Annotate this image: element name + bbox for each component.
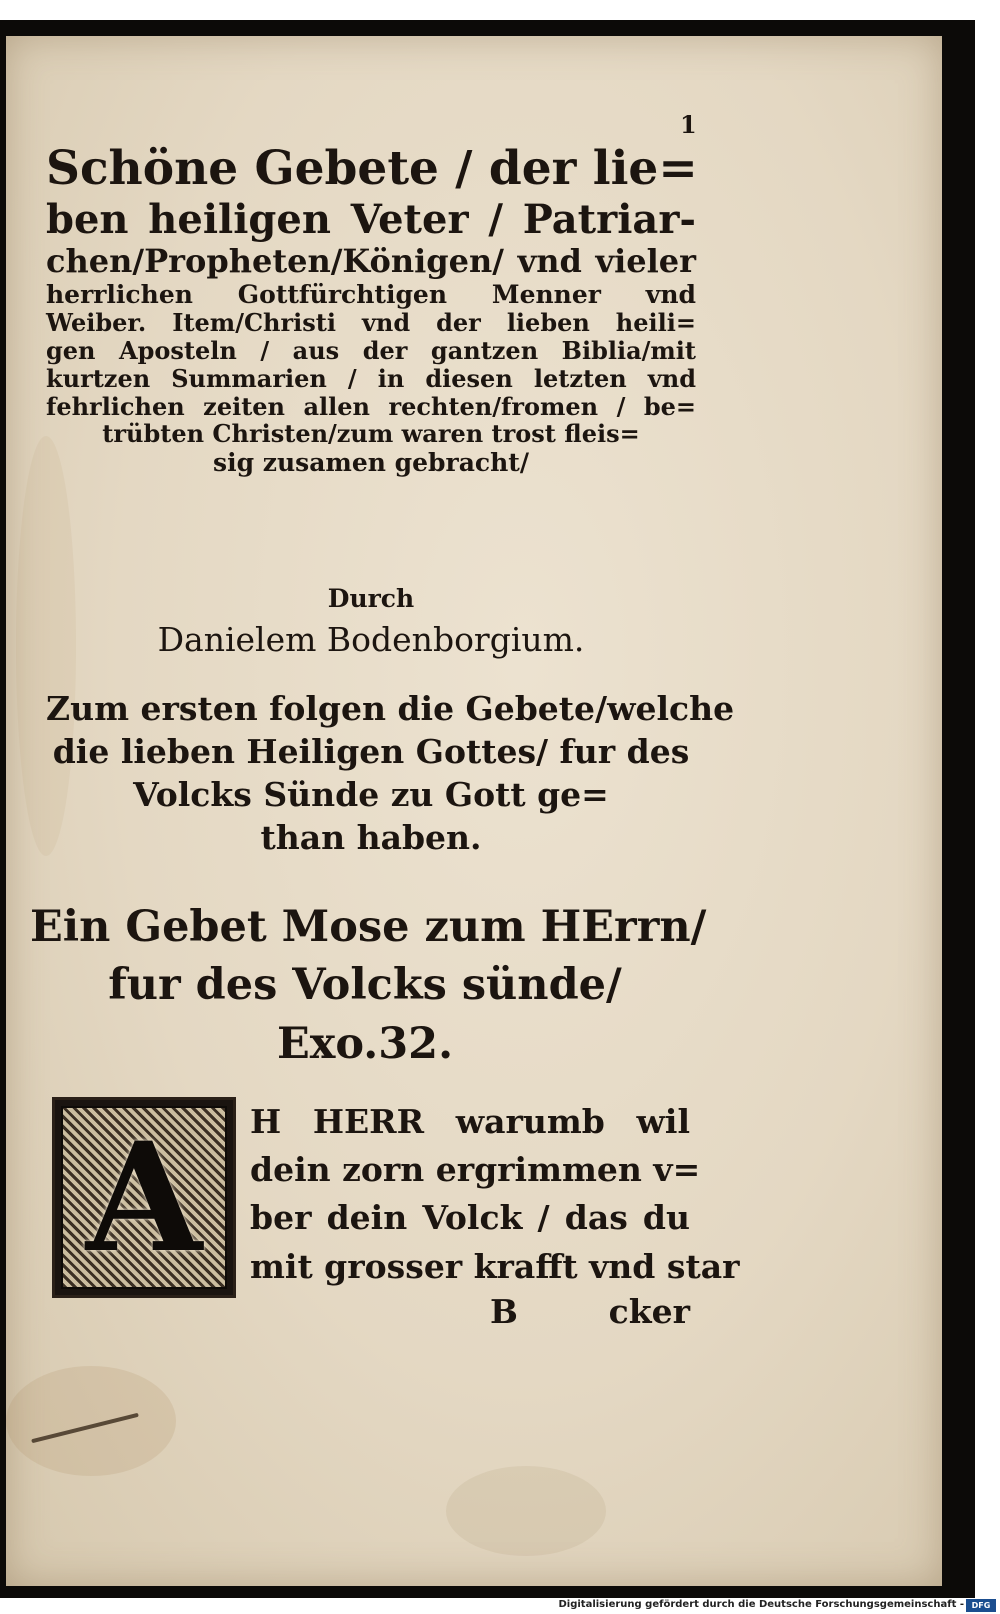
dfg-logo-icon: DFG xyxy=(966,1599,996,1612)
catchword: cker xyxy=(608,1292,690,1331)
section-heading xyxy=(30,898,707,1073)
gathering-signature: B xyxy=(490,1292,518,1331)
body-text xyxy=(250,1098,740,1291)
title-line: Schöne Gebete / der lie= xyxy=(46,141,698,196)
initial-letter: A xyxy=(85,1109,203,1286)
intro-line: Zum ersten folgen die Gebete/welche xyxy=(46,689,735,728)
heading-line: fur des Volcks sünde/ xyxy=(108,960,622,1011)
author-name: Danielem Bodenborgium. xyxy=(157,620,585,659)
paper-stain xyxy=(446,1466,606,1556)
decorated-initial xyxy=(52,1097,236,1298)
title-block xyxy=(46,142,696,477)
title-line: sig zusamen gebracht/ xyxy=(213,448,529,478)
title-line: fehrlichen zeiten allen rechten/fromen / be= xyxy=(46,391,696,421)
intro-line: than haben. xyxy=(260,817,482,857)
intro-paragraph xyxy=(46,688,735,860)
byline xyxy=(46,584,696,667)
heading-line: Ein Gebet Mose zum HErrn/ xyxy=(30,902,707,952)
title-line: trübten Christen/zum waren trost fleis= xyxy=(102,419,640,449)
title-line: gen Aposteln / aus der gantzen Biblia/mit xyxy=(46,335,696,365)
intro-line: die lieben Heiligen Gottes/ fur des xyxy=(52,731,690,771)
body-line: mit grosser krafft vnd star xyxy=(250,1246,740,1286)
paper-stain xyxy=(6,1366,176,1476)
title-line: kurtzen Summarien / in diesen letzten vnd xyxy=(46,363,696,393)
body-line: dein zorn ergrimmen v= xyxy=(250,1150,701,1190)
page-number: 1 xyxy=(680,110,697,139)
title-line: ben heiligen Veter / Patriar- xyxy=(46,195,696,243)
footer-credit: Digitalisierung gefördert durch die Deutsche Forschungsgemeinschaft - xyxy=(558,1599,964,1610)
intro-line: Volcks Sünde zu Gott ge= xyxy=(133,774,609,814)
title-line: Weiber. Item/Christi vnd der lieben heili= xyxy=(46,308,696,338)
title-line: herrlichen Gottfürchtigen Menner vnd xyxy=(46,280,696,310)
byline-durch: Durch xyxy=(327,584,415,613)
title-line: chen/Propheten/Königen/ vnd vieler xyxy=(46,241,696,280)
body-line: ber dein Volck / das du xyxy=(250,1198,690,1238)
body-line: H HERR warumb wil xyxy=(250,1102,690,1141)
heading-line: Exo.32. xyxy=(276,1018,454,1069)
footer-bar xyxy=(0,1598,1000,1614)
